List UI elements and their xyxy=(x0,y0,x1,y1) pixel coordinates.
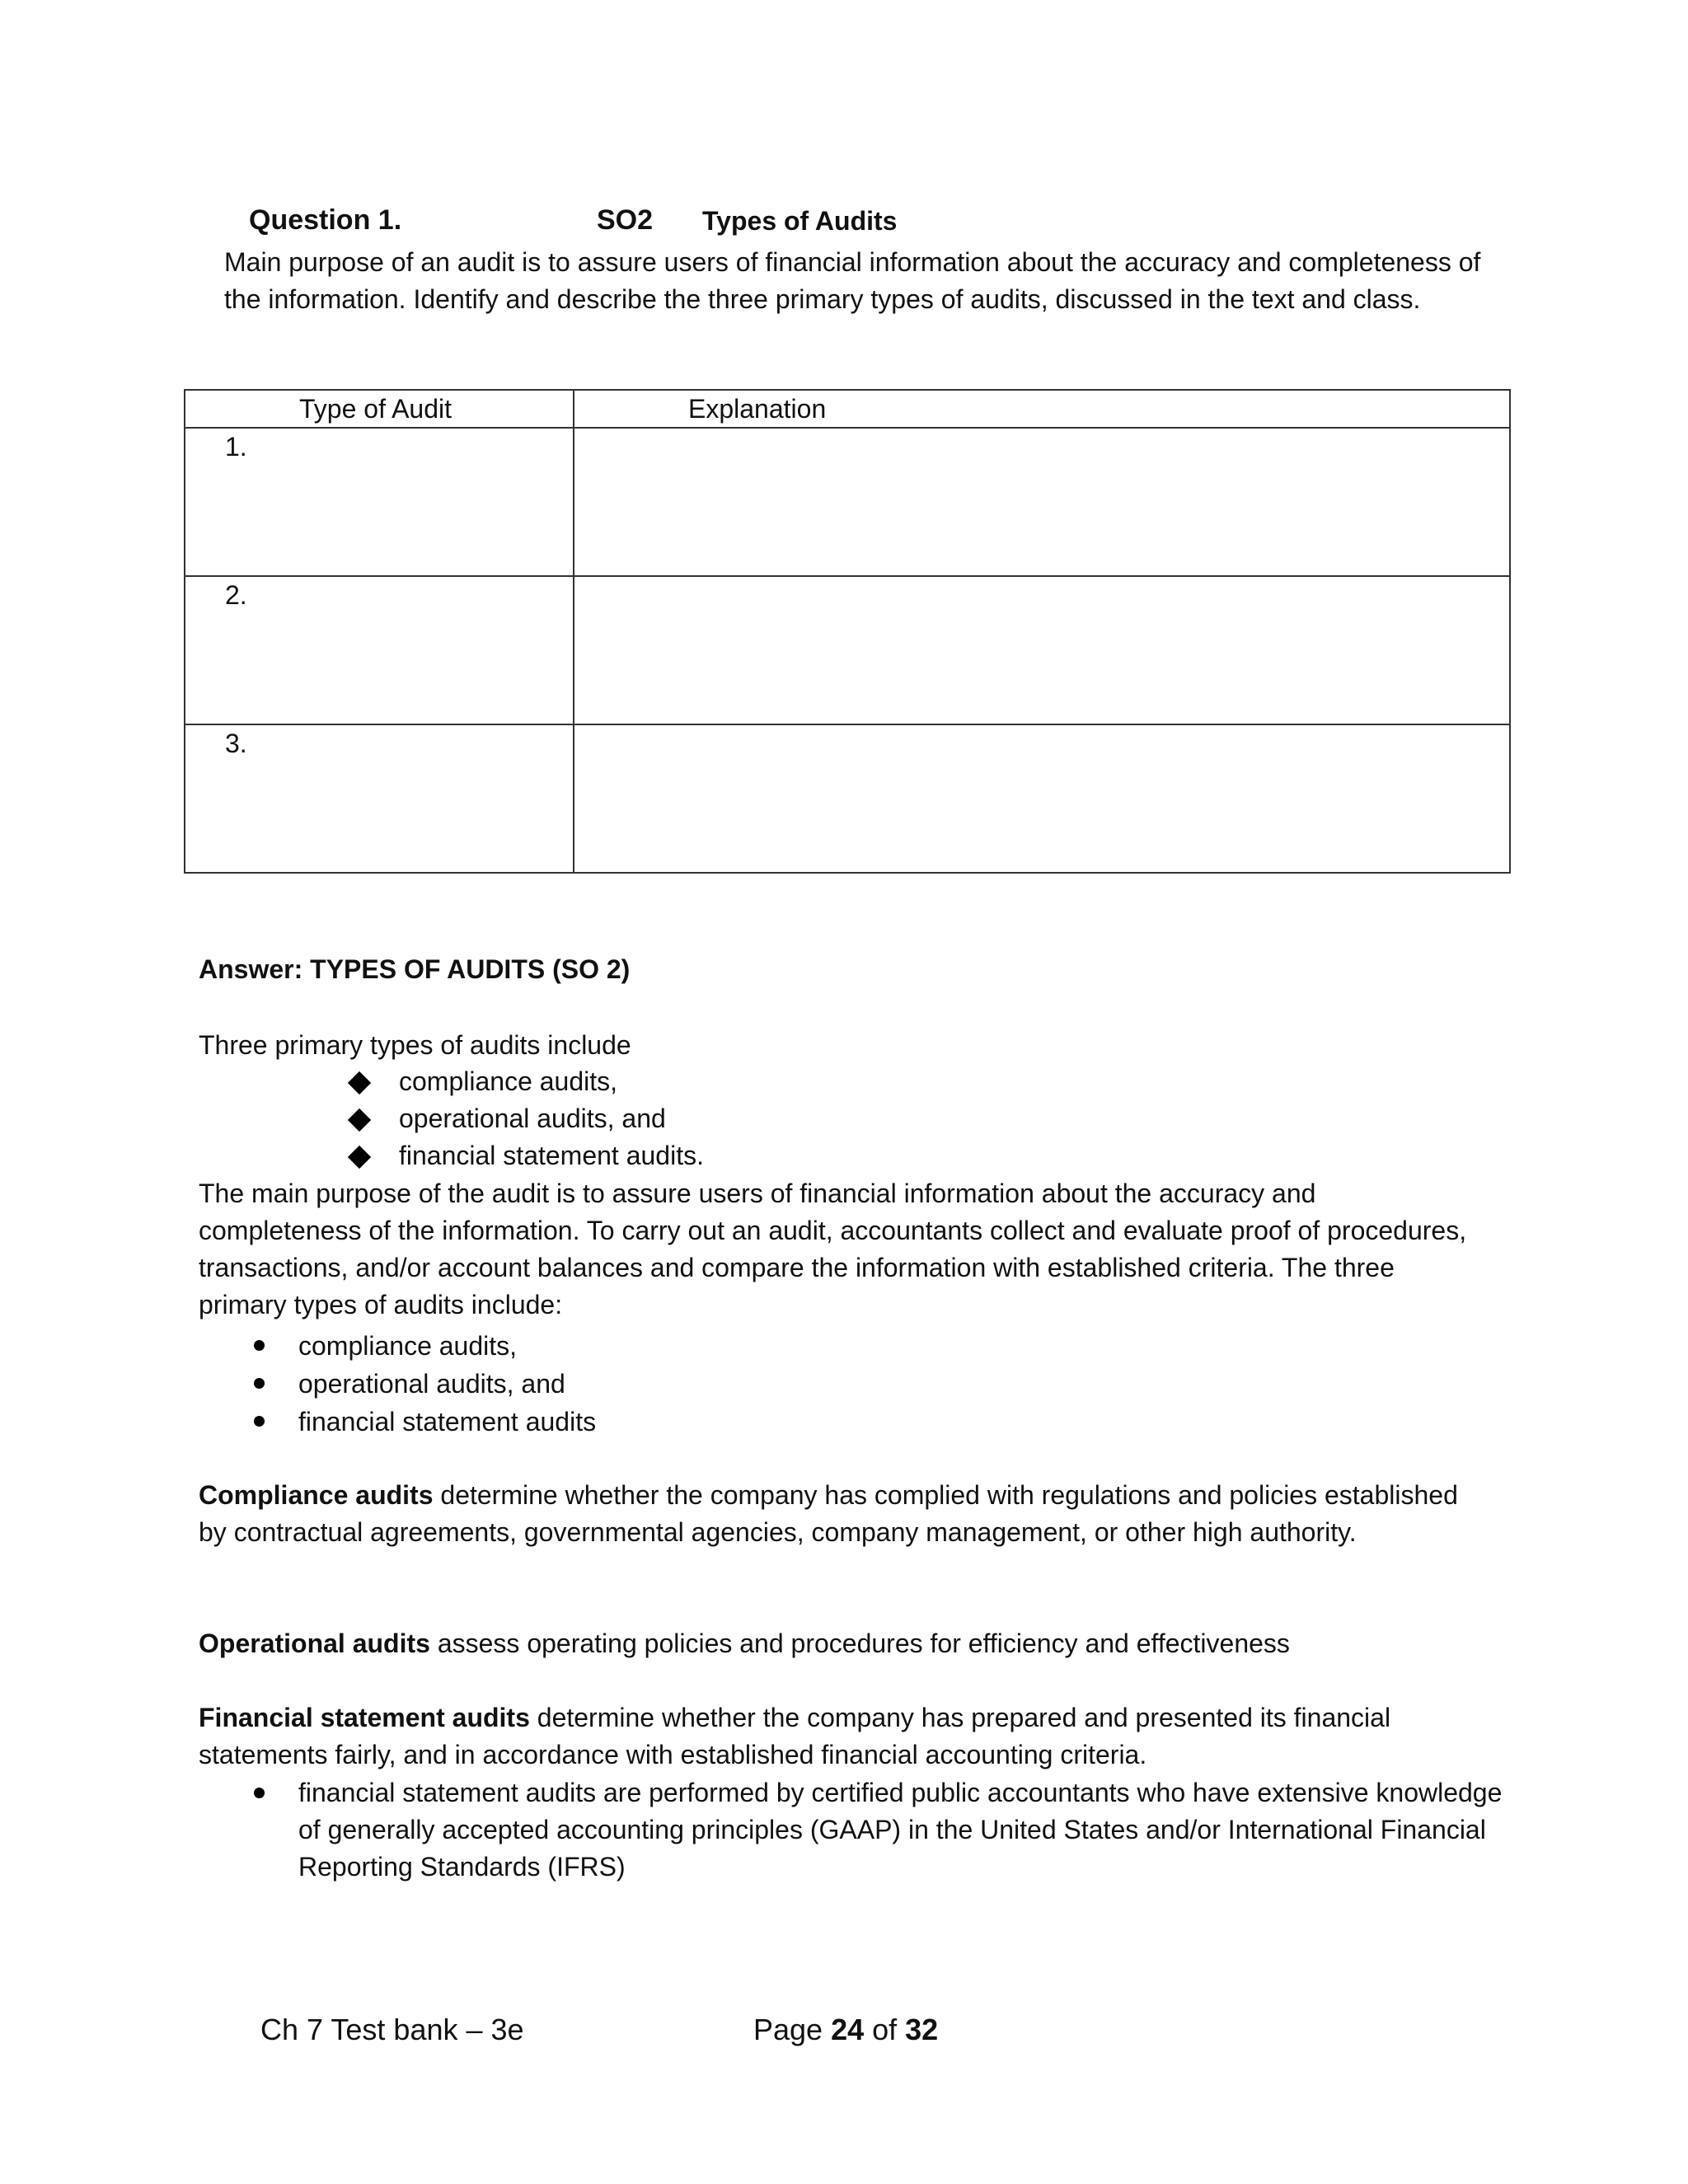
list-item: financial statement audits xyxy=(247,1403,1510,1441)
audit-types-table xyxy=(184,389,1511,874)
bullet-icon xyxy=(254,1416,265,1427)
table-header-type: Type of Audit xyxy=(185,390,574,428)
diamond-bullet-icon xyxy=(348,1071,371,1094)
bullet-icon xyxy=(254,1378,265,1389)
table-row-1-type[interactable]: 1. xyxy=(185,428,574,576)
table-header-explanation: Explanation xyxy=(574,390,1510,428)
bullet-icon xyxy=(254,1788,265,1798)
dot-list xyxy=(247,1327,1510,1441)
answer-paragraph: The main purpose of the audit is to assure users of financial information about the accuracy and completeness of the information. To carry out an audit, accountants collect and evaluate proof of procedures, transactions, and/or account balances and compare the information with established criteria. The three primary types of audits include: xyxy=(199,1179,1467,1319)
diamond-bullet-icon xyxy=(348,1108,371,1132)
footer-page-number: Page 24 of 32 xyxy=(753,2013,939,2046)
question-topic: Types of Audits xyxy=(702,206,898,236)
table-row-2-type[interactable]: 2. xyxy=(185,576,574,724)
financial-paragraph: Financial statement audits determine whether the company has prepared and presented its financial statements fairly, and in accordance with established financial accounting criteria. xyxy=(199,1703,1391,1769)
diamond-list xyxy=(346,1063,704,1174)
table-row-1-explanation[interactable] xyxy=(574,428,1510,576)
question-prompt: Main purpose of an audit is to assure users of financial information about the accuracy and completeness of the information. Identify and describe the three primary types of audits, discussed in the text and class. xyxy=(224,247,1481,314)
bullet-icon xyxy=(254,1340,265,1351)
table-row-2-explanation[interactable] xyxy=(574,576,1510,724)
compliance-paragraph: Compliance audits determine whether the company has complied with regulations and policies established by contractual agreements, governmental agencies, company management, or other high authority. xyxy=(199,1480,1458,1547)
list-item: compliance audits, xyxy=(247,1327,1510,1365)
question-number: Question 1. xyxy=(249,204,402,236)
financial-bullet-list xyxy=(247,1774,1510,1886)
diamond-bullet-icon xyxy=(348,1146,371,1169)
list-item: compliance audits, xyxy=(346,1063,704,1100)
table-row-3-explanation[interactable] xyxy=(574,724,1510,873)
list-item: financial statement audits are performed by certified public accountants who have extensive knowledge of generally accepted accounting principles (GAAP) in the United States and/or International Financial Reporting Standards (IFRS) xyxy=(247,1774,1510,1886)
list-item: operational audits, and xyxy=(247,1365,1510,1403)
question-so: SO2 xyxy=(597,204,654,236)
list-item: financial statement audits. xyxy=(346,1137,704,1174)
operational-paragraph: Operational audits assess operating policies and procedures for efficiency and effectiveness xyxy=(199,1629,1290,1658)
list-item: operational audits, and xyxy=(346,1100,704,1137)
footer-doc-title: Ch 7 Test bank – 3e xyxy=(260,2013,524,2046)
table-row-3-type[interactable]: 3. xyxy=(185,724,574,873)
answer-title: Answer: TYPES OF AUDITS (SO 2) xyxy=(199,954,631,984)
answer-intro: Three primary types of audits include xyxy=(199,1030,631,1060)
